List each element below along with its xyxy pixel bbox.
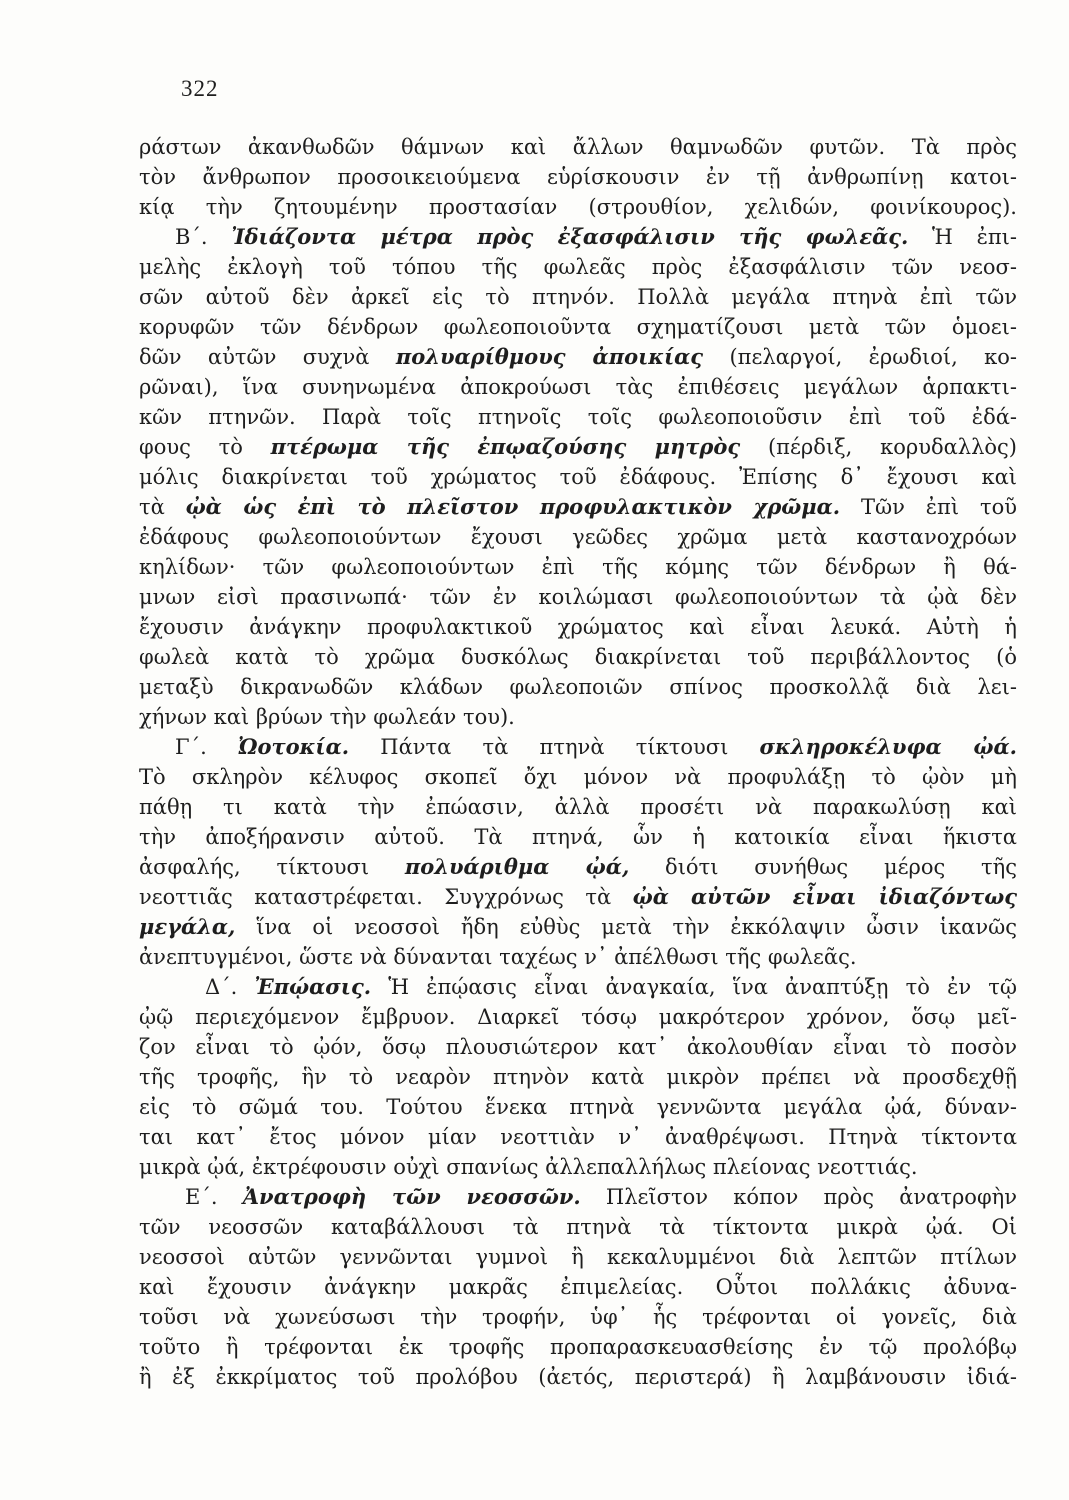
- text-line: μεγάλα, ἵνα οἱ νεοσσοὶ ἤδη εὐθὺς μετὰ τὴν ἐκκόλαψιν ὦσιν ἱκανῶς: [139, 914, 1017, 939]
- emphasis-text: πολυάριθμα ᾠά,: [404, 854, 630, 879]
- emphasis-text: πτέρωμα τῆς ἐπῳαζούσης μητρὸς: [270, 434, 741, 459]
- emphasis-text: πολυαρίθμους ἀποικίας: [395, 344, 704, 369]
- text-line: ἀσφαλής, τίκτουσι πολυάριθμα ᾠά, διότι συνήθως μέρος τῆς: [139, 854, 1017, 879]
- text-line: ἐδάφους φωλεοποιούντων ἔχουσι γεῶδες χρῶμα μετὰ καστανοχρόων: [139, 525, 1017, 549]
- text-line: ράστων ἀκανθωδῶν θάμνων καὶ ἄλλων θαμνωδῶν φυτῶν. Τὰ πρὸς: [139, 135, 1017, 159]
- text-line: μόλις διακρίνεται τοῦ χρώματος τοῦ ἐδάφους. Ἐπίσης δ᾽ ἔχουσι καὶ: [139, 465, 1017, 489]
- text-line: φους τὸ πτέρωμα τῆς ἐπῳαζούσης μητρὸς (πέρδιξ, κορυδαλλὸς): [139, 434, 1017, 459]
- text-line: τὴν ἀποξήρανσιν αὐτοῦ. Τὰ πτηνά, ὧν ἡ κατοικία εἶναι ἥκιστα: [139, 825, 1017, 849]
- text-line: ται κατ᾽ ἔτος μόνον μίαν νεοττιὰν ν᾽ ἀναθρέψωσι. Πτηνὰ τίκτοντα: [139, 1125, 1017, 1149]
- text-line: καὶ ἔχουσιν ἀνάγκην μακρᾶς ἐπιμελείας. Οὗτοι πολλάκις ἀδυνα-: [139, 1275, 1017, 1299]
- text-line: κηλίδων· τῶν φωλεοποιούντων ἐπὶ τῆς κόμης τῶν δένδρων ἢ θά-: [139, 555, 1017, 579]
- section-heading-d: Δ΄. Ἐπῴασις. Ἡ ἐπῴασις εἶναι ἀναγκαία, ἵνα ἀναπτύξῃ τὸ ἐν τῷ: [205, 974, 1017, 999]
- text-line: ἔχουσιν ἀνάγκην προφυλακτικοῦ χρώματος καὶ εἶναι λευκά. Αὐτὴ ἡ: [139, 615, 1017, 639]
- text-line: κορυφῶν τῶν δένδρων φωλεοποιοῦντα σχηματίζουσι μετὰ τῶν ὁμοει-: [139, 315, 1017, 339]
- text-line: ἢ ἐξ ἐκκρίματος τοῦ προλόβου (ἀετός, περιστερά) ἢ λαμβάνουσιν ἰδιά-: [139, 1365, 1017, 1389]
- text-line: ζον εἶναι τὸ ᾠόν, ὅσῳ πλουσιώτερον κατ᾽ ἀκολουθίαν εἶναι τὸ ποσὸν: [139, 1035, 1017, 1059]
- text-line: νεοσσοὶ αὐτῶν γεννῶνται γυμνοὶ ἢ κεκαλυμμένοι διὰ λεπτῶν πτίλων: [139, 1245, 1017, 1269]
- emphasis-text: μεγάλα,: [139, 914, 236, 939]
- page-number: 322: [181, 76, 219, 101]
- text-line: νεοττιᾶς καταστρέφεται. Συγχρόνως τὰ ᾠὰ αὐτῶν εἶναι ἰδιαζόντως: [139, 884, 1017, 909]
- text-line: Τὸ σκληρὸν κέλυφος σκοπεῖ ὄχι μόνον νὰ προφυλάξῃ τὸ ᾠὸν μὴ: [139, 765, 1017, 789]
- text-line: δῶν αὐτῶν συχνὰ πολυαρίθμους ἀποικίας (πελαργοί, ἐρωδιοί, κο-: [139, 344, 1017, 369]
- emphasis-text: ᾠὰ ὡς ἐπὶ τὸ πλεῖστον προφυλακτικὸν χρῶμα.: [185, 494, 841, 519]
- text-line: ἀνεπτυγμένοι, ὥστε νὰ δύνανται ταχέως ν᾽ ἀπέλθωσι τῆς φωλεᾶς.: [139, 945, 857, 969]
- emphasis-text: Ἐπῴασις.: [254, 974, 372, 999]
- text-line: μεταξὺ δικρανωδῶν κλάδων φωλεοποιῶν σπίνος προσκολλᾷ διὰ λει-: [139, 675, 1017, 699]
- text-line: τῆς τροφῆς, ἣν τὸ νεαρὸν πτηνὸν κατὰ μικρὸν πρέπει νὰ προσδεχθῇ: [139, 1065, 1017, 1089]
- text-line: τοῦσι νὰ χωνεύσωσι τὴν τροφήν, ὑφ᾽ ἧς τρέφονται οἱ γονεῖς, διὰ: [139, 1305, 1017, 1329]
- emphasis-text: σκληροκέλυφα ᾠά.: [759, 734, 1017, 759]
- text-line: μνων εἰσὶ πρασινωπά· τῶν ἐν κοιλώμασι φωλεοποιούντων τὰ ᾠὰ δὲν: [139, 585, 1017, 609]
- emphasis-text: Ἀνατροφὴ τῶν νεοσσῶν.: [242, 1184, 581, 1209]
- text-line: μελὴς ἐκλογὴ τοῦ τόπου τῆς φωλεᾶς πρὸς ἐξασφάλισιν τῶν νεοσ-: [139, 255, 1017, 279]
- text-line: κίᾳ τὴν ζητουμένην προστασίαν (στρουθίον, χελιδών, φοινίκουρος).: [139, 195, 1017, 219]
- text-line: εἰς τὸ σῶμά του. Τούτου ἕνεκα πτηνὰ γεννῶντα μεγάλα ᾠά, δύναν-: [139, 1095, 1017, 1119]
- text-line: φωλεὰ κατὰ τὸ χρῶμα δυσκόλως διακρίνεται τοῦ περιβάλλοντος (ὁ: [139, 645, 1017, 669]
- text-line: ᾠῷ περιεχόμενον ἔμβρυον. Διαρκεῖ τόσῳ μακρότερον χρόνον, ὅσῳ μεῖ-: [139, 1005, 1017, 1029]
- text-line: τὸν ἄνθρωπον προσοικειούμενα εὑρίσκουσιν ἐν τῇ ἀνθρωπίνῃ κατοι-: [139, 165, 1017, 189]
- text-line: τὰ ᾠὰ ὡς ἐπὶ τὸ πλεῖστον προφυλακτικὸν χρῶμα. Τῶν ἐπὶ τοῦ: [139, 494, 1017, 519]
- text-line: τοῦτο ἢ τρέφονται ἐκ τροφῆς προπαρασκευασθείσης ἐν τῷ προλόβῳ: [139, 1335, 1017, 1359]
- emphasis-text: Ἰδιάζοντα μέτρα πρὸς ἐξασφάλισιν τῆς φωλεᾶς.: [231, 224, 909, 249]
- emphasis-text: Ὠοτοκία.: [237, 734, 350, 759]
- text-line: πάθῃ τι κατὰ τὴν ἐπώασιν, ἀλλὰ προσέτι νὰ παρακωλύσῃ καὶ: [139, 795, 1017, 819]
- section-heading-b: Β΄. Ἰδιάζοντα μέτρα πρὸς ἐξασφάλισιν τῆς φωλεᾶς. Ἡ ἐπι-: [175, 224, 1017, 249]
- text-line: τῶν νεοσσῶν καταβάλλουσι τὰ πτηνὰ τὰ τίκτοντα μικρὰ ᾠά. Οἱ: [139, 1215, 1017, 1239]
- emphasis-text: ᾠὰ αὐτῶν εἶναι ἰδιαζόντως: [632, 884, 1017, 909]
- body-text: [139, 132, 1017, 1392]
- text-line: χήνων καὶ βρύων τὴν φωλεάν του).: [139, 705, 515, 729]
- text-line: σῶν αὐτοῦ δὲν ἀρκεῖ εἰς τὸ πτηνόν. Πολλὰ μεγάλα πτηνὰ ἐπὶ τῶν: [139, 285, 1017, 309]
- section-heading-c: Γ΄. Ὠοτοκία. Πάντα τὰ πτηνὰ τίκτουσι σκληροκέλυφα ᾠά.: [175, 734, 1017, 759]
- section-heading-e: Ε΄. Ἀνατροφὴ τῶν νεοσσῶν. Πλεῖστον κόπον πρὸς ἀνατροφὴν: [185, 1184, 1017, 1209]
- text-line: κῶν πτηνῶν. Παρὰ τοῖς πτηνοῖς τοῖς φωλεοποιοῦσιν ἐπὶ τοῦ ἐδά-: [139, 405, 1017, 429]
- text-line: ρῶναι), ἵνα συνηνωμένα ἀποκρούωσι τὰς ἐπιθέσεις μεγάλων ἁρπακτι-: [139, 375, 1017, 399]
- text-line: μικρὰ ᾠά, ἐκτρέφουσιν οὐχὶ σπανίως ἀλλεπαλλήλως πλείονας νεοττιάς.: [139, 1155, 918, 1179]
